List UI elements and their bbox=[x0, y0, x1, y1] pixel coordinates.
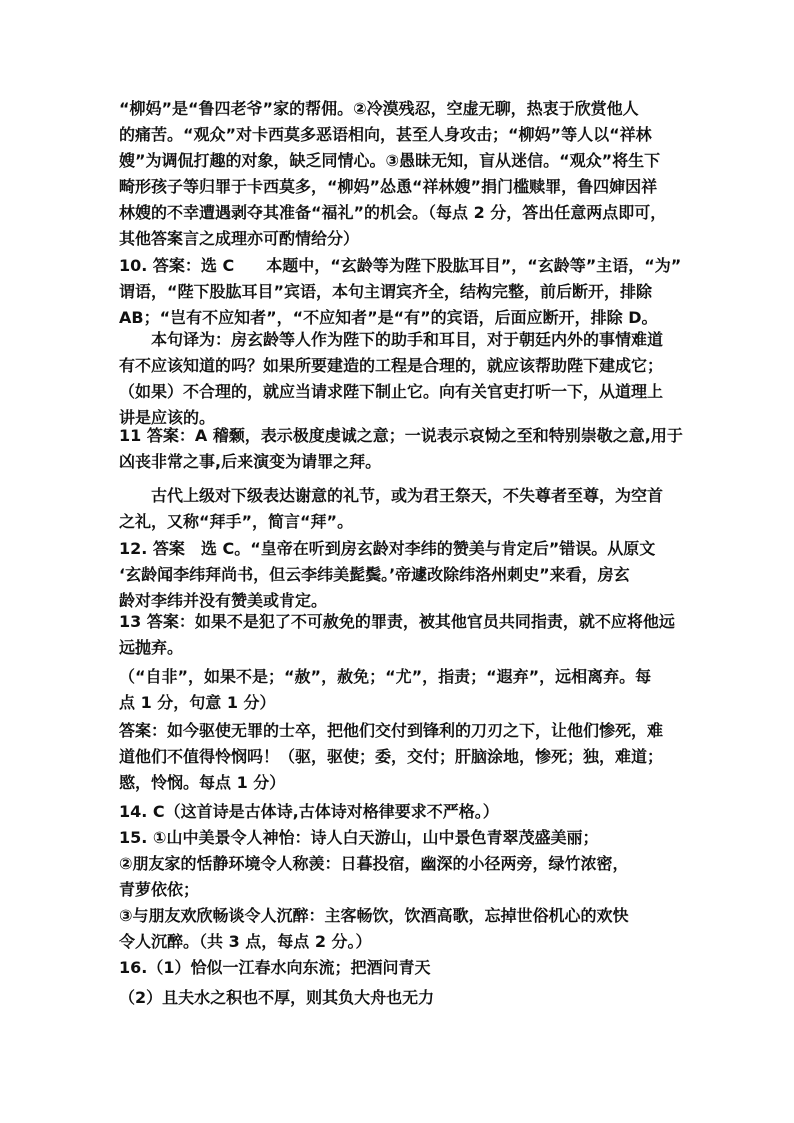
answer-10-translation bbox=[119, 327, 685, 431]
text-line: 10. 答案：选 C 本题中，“玄龄等为陛下股肱耳目”，“玄龄等”主语，“为” bbox=[119, 256, 682, 275]
text-line: 其他答案言之成理亦可酌情给分） bbox=[119, 229, 360, 248]
text-line: 凶丧非常之事,后来演变为请罪之拜。 bbox=[119, 452, 382, 471]
text-line: 的痛苦。“观众”对卡西莫多恶语相向，甚至人身攻击；“柳妈”等人以“祥林 bbox=[119, 125, 652, 144]
answer-13-scoring bbox=[119, 664, 685, 716]
text-line: 16.（1）恰似一江春水向东流；把酒问青天 bbox=[119, 958, 431, 977]
text-line: 14. C（这首诗是古体诗,古体诗对格律要求不严格。） bbox=[119, 802, 499, 821]
text-line: 令人沉醉。（共 3 点，每点 2 分。） bbox=[119, 932, 372, 951]
answer-11 bbox=[119, 423, 685, 475]
text-line: 林嫂的不幸遭遇剥夺其准备“福礼”的机会。（每点 2 分，答出任意两点即可， bbox=[119, 203, 667, 222]
text-line: 畸形孩子等归罪于卡西莫多，“柳妈”怂恿“祥林嫂”捐门槛赎罪，鲁四婶因祥 bbox=[119, 177, 658, 196]
text-line: 12. 答案 选 C。“皇帝在听到房玄龄对李纬的赞美与肯定后”错误。从原文 bbox=[119, 539, 656, 558]
text-line: 嫂”为调侃打趣的对象，缺乏同情心。③愚昧无知，盲从迷信。“观众”将生下 bbox=[119, 151, 661, 170]
text-line: 本句译为：房玄龄等人作为陛下的助手和耳目，对于朝廷内外的事情难道 bbox=[151, 330, 664, 349]
answer-11-note bbox=[119, 483, 685, 535]
text-line: ③与朋友欢欣畅谈令人沉醉：主客畅饮，饮酒高歌，忘掉世俗机心的欢快 bbox=[119, 906, 629, 925]
text-line: 愍，怜悯。每点 1 分） bbox=[119, 773, 286, 792]
text-line: 龄对李纬并没有赞美或肯定。 bbox=[119, 591, 328, 610]
text-line: 15. ①山中美景令人神怡：诗人白天游山，山中景色青翠茂盛美丽； bbox=[119, 828, 599, 847]
text-line: 答案：如今驱使无罪的士卒，把他们交付到锋利的刀刃之下，让他们惨死，难 bbox=[119, 721, 664, 740]
text-line: （2）且夫水之积也不厚，则其负大舟也无力 bbox=[119, 988, 435, 1007]
text-line: （如果）不合理的，就应当请求陛下制止它。向有关官吏打听一下，从道理上 bbox=[119, 382, 664, 401]
answer-16-part-2 bbox=[119, 985, 685, 1011]
text-line: 谓语，“陛下股肱耳目”宾语，本句主谓宾齐全，结构完整，前后断开，排除 bbox=[119, 282, 653, 301]
text-line: 古代上级对下级表达谢意的礼节，或为君王祭天，不失尊者至尊，为空首 bbox=[151, 486, 664, 505]
answer-12 bbox=[119, 536, 685, 614]
text-line: 有不应该知道的吗？如果所要建造的工程是合理的，就应该帮助陛下建成它； bbox=[119, 356, 664, 375]
text-line: ‘玄龄闻李纬拜尚书，但云李纬美髭鬓。’帝遽改除纬洛州刺史”来看，房玄 bbox=[119, 565, 630, 584]
text-line: 远抛弃。 bbox=[119, 638, 184, 657]
text-line: ②朋友家的恬静环境令人称羡：日暮投宿，幽深的小径两旁，绿竹浓密， bbox=[119, 854, 629, 873]
answer-10 bbox=[119, 253, 685, 331]
text-line: 讲是应该的。 bbox=[119, 408, 216, 427]
text-line: 13 答案：如果不是犯了不可赦免的罪责，被其他官员共同指责，就不应将他远 bbox=[119, 612, 675, 631]
answers-14-16 bbox=[119, 799, 685, 981]
text-line: 11 答案：A 稽颡，表示极度虔诚之意；一说表示哀恸之至和特别崇敬之意,用于 bbox=[119, 426, 683, 445]
text-line: “柳妈”是“鲁四老爷”家的帮佣。②冷漠残忍，空虚无聊，热衷于欣赏他人 bbox=[119, 99, 639, 118]
text-line: 点 1 分，句意 1 分） bbox=[119, 693, 276, 712]
answer-13 bbox=[119, 609, 685, 661]
answer-9-continuation bbox=[119, 96, 685, 252]
text-line: 道他们不值得怜悯吗！（驱，驱使；委，交付；肝脑涂地，惨死；独，难道； bbox=[119, 747, 664, 766]
answer-13-second bbox=[119, 718, 685, 796]
text-line: （“自非”，如果不是；“赦”，赦免；“尤”，指责；“遐弃”，远相离弃。每 bbox=[119, 667, 652, 686]
text-line: AB；“岂有不应知者”，“不应知者”是“有”的宾语，后面应断开，排除 D。 bbox=[119, 308, 658, 327]
text-line: 青萝依依； bbox=[119, 880, 200, 899]
text-line: 之礼，又称“拜手”，简言“拜”。 bbox=[119, 512, 354, 531]
